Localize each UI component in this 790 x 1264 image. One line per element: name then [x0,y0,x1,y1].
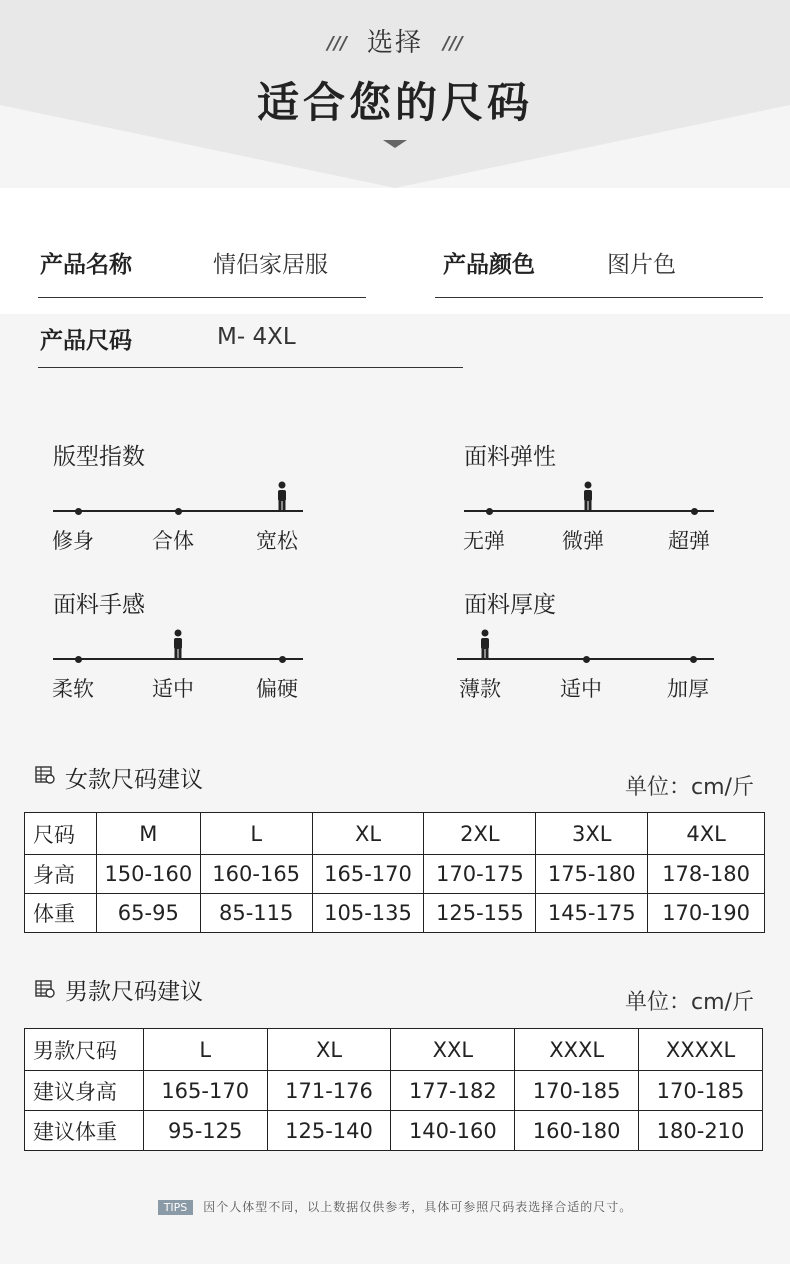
scale-title: 版型指数 [53,444,145,470]
table-cell: L [143,1029,267,1071]
table-cell: XXL [391,1029,515,1071]
table-cell: 160-180 [515,1111,639,1151]
scale-title: 面料厚度 [464,592,556,618]
table-cell: 尺码 [25,813,97,855]
table-row [25,855,765,894]
divider [38,367,463,368]
header-subtitle-text: 选择 [366,28,423,58]
table-cell: XL [267,1029,391,1071]
table-cell: 165-170 [143,1071,267,1111]
scale-label: 合体 [152,529,194,553]
table-cell: 105-135 [312,894,424,933]
scale-label: 加厚 [667,677,709,701]
scale-dot [279,656,286,663]
table-cell: 2XL [424,813,536,855]
table-cell: 180-210 [639,1111,763,1151]
table-row [25,1071,763,1111]
table-cell: 85-115 [200,894,312,933]
table-cell: 145-175 [536,894,648,933]
scale-label: 微弹 [562,529,604,553]
scale-dot [691,508,698,515]
table-cell: 171-176 [267,1071,391,1111]
scale-label: 无弹 [463,529,505,553]
page-title: 适合您的尺码 [256,78,533,127]
table-cell: 3XL [536,813,648,855]
men-unit-label: 单位：cm/斤 [625,990,754,1015]
table-cell: 178-180 [648,855,765,894]
table-cell: 95-125 [143,1111,267,1151]
table-cell: 170-185 [639,1071,763,1111]
person-marker-icon [171,629,185,659]
product-name-value: 情侣家居服 [213,252,328,278]
men-size-heading: 男款尺码建议 [65,979,203,1005]
table-cell: 150-160 [96,855,200,894]
table-cell: XXXXL [639,1029,763,1071]
tips-note [0,1198,790,1215]
tips-text: 因个人体型不同，以上数据仅供参考，具体可参照尺码表选择合适的尺寸。 [203,1200,633,1214]
men-size-table [24,1028,763,1151]
scale-dot [486,508,493,515]
table-header-row [25,1029,763,1071]
table-cell: 140-160 [391,1111,515,1151]
women-size-heading: 女款尺码建议 [65,767,203,793]
scale-label: 适中 [152,677,194,701]
product-color-label: 产品颜色 [443,252,535,278]
scale-dot [75,508,82,515]
table-row [25,1111,763,1151]
scale-dot [175,508,182,515]
table-cell: M [96,813,200,855]
scale-label: 偏硬 [256,677,298,701]
product-color-value: 图片色 [607,252,676,278]
scale-dot [583,656,590,663]
scale-label: 修身 [52,529,94,553]
table-cell: XL [312,813,424,855]
table-cell: 身高 [25,855,97,894]
table-cell: 170-185 [515,1071,639,1111]
size-chart-icon [35,766,55,784]
scale-dot [690,656,697,663]
divider [38,297,366,298]
table-cell: 125-155 [424,894,536,933]
table-cell: 170-175 [424,855,536,894]
divider [435,297,763,298]
table-cell: XXXL [515,1029,639,1071]
product-size-value: M- 4XL [217,324,296,350]
person-marker-icon [581,481,595,511]
table-cell: 177-182 [391,1071,515,1111]
table-cell: 170-190 [648,894,765,933]
table-cell: 体重 [25,894,97,933]
scale-title: 面料手感 [53,592,145,618]
product-name-label: 产品名称 [40,252,132,278]
size-chart-icon [35,980,55,998]
scale-label: 宽松 [256,529,298,553]
women-unit-label: 单位：cm/斤 [625,775,754,800]
table-cell: 165-170 [312,855,424,894]
product-size-label: 产品尺码 [40,328,132,354]
scale-label: 超弹 [668,529,710,553]
women-size-table [24,812,765,933]
table-row [25,894,765,933]
table-cell: 4XL [648,813,765,855]
table-cell: 65-95 [96,894,200,933]
table-cell: 125-140 [267,1111,391,1151]
scale-title: 面料弹性 [464,444,556,470]
table-cell: 建议身高 [25,1071,144,1111]
table-cell: 160-165 [200,855,312,894]
scale-dot [75,656,82,663]
table-header-row [25,813,765,855]
caret-down-icon [383,140,407,148]
scale-label: 薄款 [459,677,501,701]
tips-tag: TIPS [158,1200,194,1215]
dash-decoration-icon: /// [443,33,463,54]
person-marker-icon [275,481,289,511]
header-subtitle [0,22,790,59]
person-marker-icon [478,629,492,659]
table-cell: 175-180 [536,855,648,894]
table-cell: 男款尺码 [25,1029,144,1071]
table-cell: L [200,813,312,855]
scale-label: 柔软 [52,677,94,701]
dash-decoration-icon: /// [327,33,347,54]
table-cell: 建议体重 [25,1111,144,1151]
scale-label: 适中 [560,677,602,701]
